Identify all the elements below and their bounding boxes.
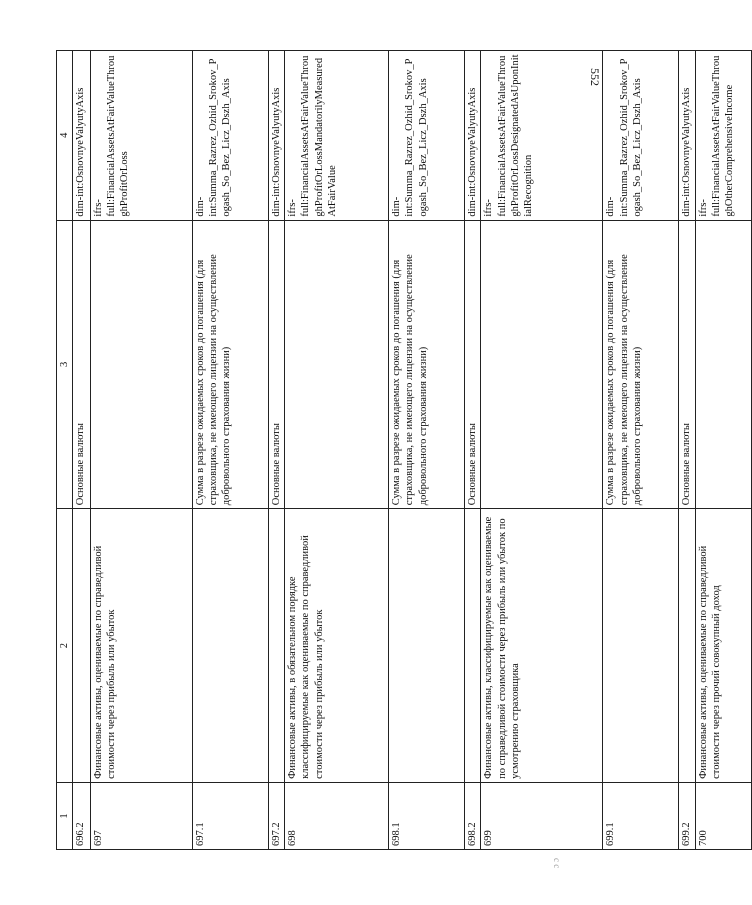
- cell-col-1: 698.1: [389, 782, 465, 849]
- cell-col-1: 699.1: [603, 782, 679, 849]
- cell-col-2: [465, 509, 481, 783]
- cell-col-4: dim-int:Summa_Razrez_Ozhid_Srokov_Pogash_So_Bez_Licz_Dszh_Axis: [389, 51, 465, 221]
- table-row: [389, 51, 465, 850]
- margin-mark: с с: [552, 858, 562, 869]
- cell-col-2: Финансовые активы, в обязательном порядке классифицируемые как оцениваемые по справедливой стоимости через прибыль или убыток: [285, 509, 389, 783]
- table-row: [481, 51, 603, 850]
- cell-col-3: [481, 220, 603, 509]
- cell-col-4: dim-int:OsnovnyeValyutyAxis: [465, 51, 481, 221]
- cell-col-3: Сумма в разрезе ожидаемых сроков до погашения (для страховщика, не имеющего лицензии на осуществление добровольного страхования жизни): [603, 220, 679, 509]
- cell-col-2: [193, 509, 269, 783]
- table-row: [465, 51, 481, 850]
- header-col-2: 2: [57, 509, 73, 783]
- cell-col-2: Финансовые активы, оцениваемые по справедливой стоимости через прочий совокупный доход: [695, 509, 751, 783]
- cell-col-4: dim-int:Summa_Razrez_Ozhid_Srokov_Pogash_So_Bez_Licz_Dszh_Axis: [193, 51, 269, 221]
- cell-col-1: 697: [91, 782, 193, 849]
- table-row: [695, 51, 751, 850]
- table-row: [91, 51, 193, 850]
- cell-col-1: 698.2: [465, 782, 481, 849]
- report-table: [56, 50, 752, 850]
- cell-col-1: 697.1: [193, 782, 269, 849]
- cell-col-2: [679, 509, 695, 783]
- cell-col-3: [695, 220, 751, 509]
- cell-col-2: [389, 509, 465, 783]
- cell-col-2: [269, 509, 285, 783]
- cell-col-4: dim-int:OsnovnyeValyutyAxis: [73, 51, 91, 221]
- cell-col-2: Финансовые активы, оцениваемые по справедливой стоимости через прибыль или убыток: [91, 509, 193, 783]
- table-row: [269, 51, 285, 850]
- header-col-1: 1: [57, 782, 73, 849]
- cell-col-1: 699.2: [679, 782, 695, 849]
- table-row: [603, 51, 679, 850]
- cell-col-4: dim-int:OsnovnyeValyutyAxis: [269, 51, 285, 221]
- cell-col-4: ifrs-full:FinancialAssetsAtFairValueThroughProfitOrLossDesignatedAsUponInitialRecognition: [481, 51, 603, 221]
- cell-col-3: Основные валюты: [73, 220, 91, 509]
- cell-col-3: Основные валюты: [465, 220, 481, 509]
- cell-col-2: [603, 509, 679, 783]
- cell-col-1: 699: [481, 782, 603, 849]
- cell-col-1: 698: [285, 782, 389, 849]
- cell-col-2: [73, 509, 91, 783]
- cell-col-1: 696.2: [73, 782, 91, 849]
- cell-col-4: dim-int:OsnovnyeValyutyAxis: [679, 51, 695, 221]
- cell-col-4: dim-int:Summa_Razrez_Ozhid_Srokov_Pogash_So_Bez_Licz_Dszh_Axis: [603, 51, 679, 221]
- report-table-body: [57, 51, 752, 850]
- cell-col-1: 697.2: [269, 782, 285, 849]
- cell-col-3: [285, 220, 389, 509]
- cell-col-3: Сумма в разрезе ожидаемых сроков до погашения (для страховщика, не имеющего лицензии на осуществление добровольного страхования жизни): [389, 220, 465, 509]
- cell-col-3: [91, 220, 193, 509]
- table-row: [193, 51, 269, 850]
- header-col-4: 4: [57, 51, 73, 221]
- cell-col-4: ifrs-full:FinancialAssetsAtFairValueThroughProfitOrLoss: [91, 51, 193, 221]
- cell-col-3: Основные валюты: [269, 220, 285, 509]
- cell-col-4: ifrs-full:FinancialAssetsAtFairValueThroughOtherComprehensiveIncome: [695, 51, 751, 221]
- table-row: [73, 51, 91, 850]
- table-row: [679, 51, 695, 850]
- cell-col-3: Сумма в разрезе ожидаемых сроков до погашения (для страховщика, не имеющего лицензии на осуществление добровольного страхования жизни): [193, 220, 269, 509]
- header-col-3: 3: [57, 220, 73, 509]
- cell-col-4: ifrs-full:FinancialAssetsAtFairValueThroughProfitOrLossMandatorilyMeasuredAtFairValue: [285, 51, 389, 221]
- cell-col-2: Финансовые активы, классифицируемые как оцениваемые по справедливой стоимости через прибыль или убыток по усмотрению страховщика: [481, 509, 603, 783]
- cell-col-3: Основные валюты: [679, 220, 695, 509]
- cell-col-1: 700: [695, 782, 751, 849]
- page-number: 552: [588, 68, 602, 86]
- table-row: [285, 51, 389, 850]
- header-row: [57, 51, 73, 850]
